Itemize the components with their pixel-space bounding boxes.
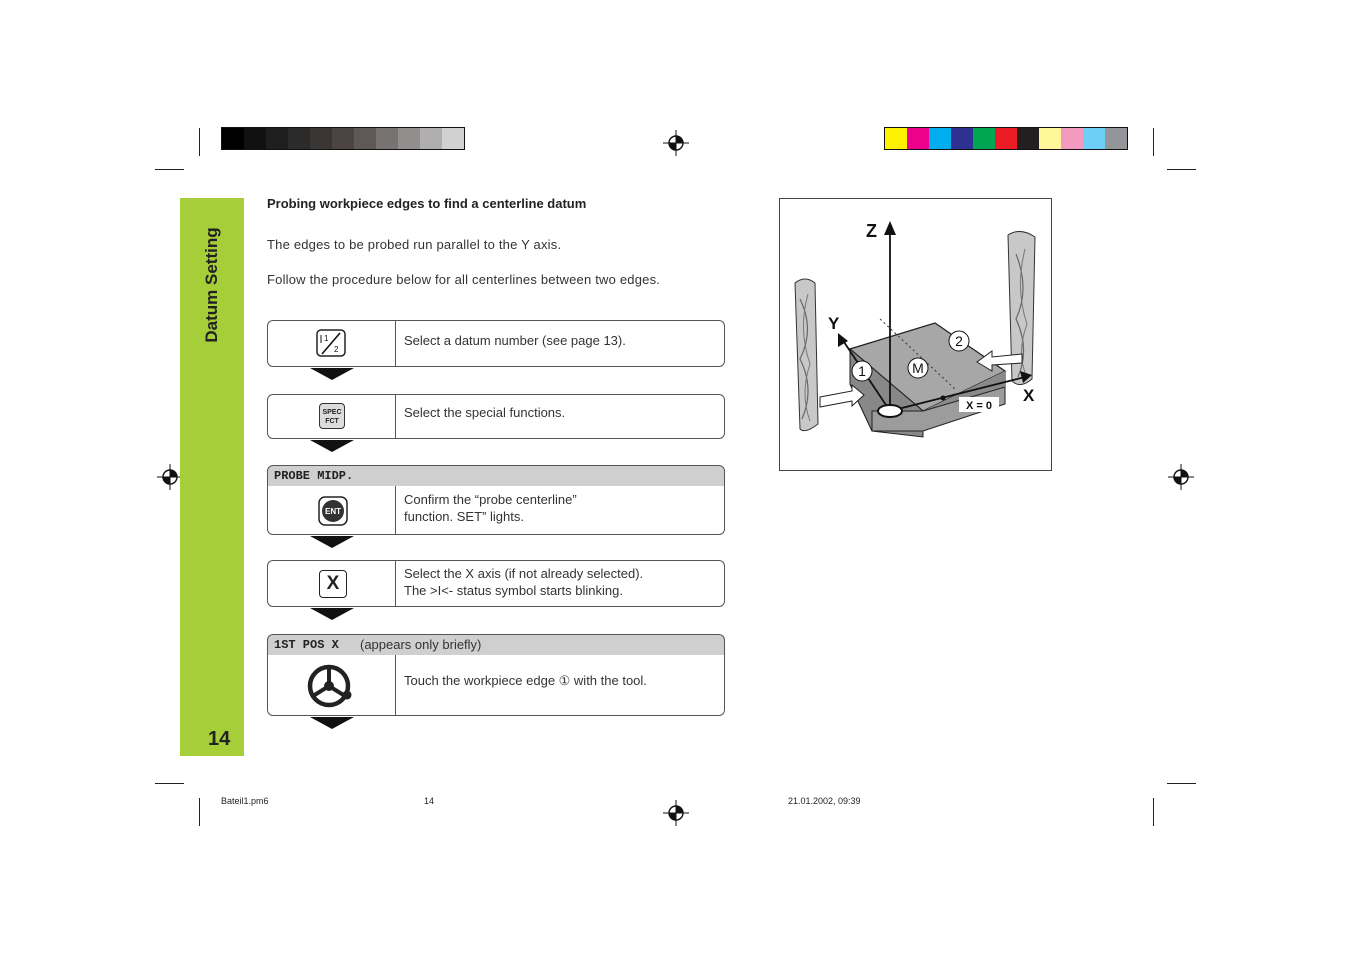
gray-swatch	[398, 128, 420, 149]
step-divider	[395, 561, 396, 606]
step-1-text: Select a datum number (see page 13).	[404, 333, 626, 348]
procedure-paragraph: Follow the procedure below for all centerlines between two edges.	[267, 272, 661, 287]
color-swatch	[1017, 128, 1039, 149]
x-axis-label: X	[1023, 386, 1035, 405]
display-text: PROBE MIDP.	[274, 469, 354, 483]
crop-mark	[199, 798, 200, 826]
step-1-box	[267, 320, 725, 367]
color-swatch	[1039, 128, 1061, 149]
y-axis-label: Y	[828, 314, 840, 333]
key-label: SPEC	[322, 409, 342, 416]
step-4-line-1: Select the X axis (if not already selected).	[404, 566, 644, 581]
page-number: 14	[208, 728, 231, 750]
gray-swatch	[266, 128, 288, 149]
color-swatch	[973, 128, 995, 149]
color-swatch	[995, 128, 1017, 149]
step-3-box	[267, 486, 725, 535]
crop-mark	[1153, 128, 1154, 156]
probing-diagram	[779, 198, 1052, 471]
color-swatch	[1083, 128, 1105, 149]
gray-swatch	[310, 128, 332, 149]
registration-mark-icon	[1168, 464, 1194, 490]
key-label: X	[326, 573, 340, 594]
section-heading: Probing workpiece edges to find a centerline datum	[267, 196, 587, 211]
svg-text:2: 2	[334, 345, 339, 354]
marker-2: 2	[955, 333, 963, 349]
crop-mark	[199, 128, 200, 156]
crop-mark	[1167, 783, 1196, 784]
flow-down-arrow-icon	[310, 608, 354, 620]
display-readout-bar	[267, 634, 725, 656]
display-note: (appears only briefly)	[360, 637, 482, 652]
datum-select-key-icon	[316, 329, 346, 362]
step-5-text: Touch the workpiece edge ① with the tool.	[404, 673, 647, 688]
gray-swatch	[442, 128, 464, 149]
footer-file: Bateil1.pm6	[221, 796, 269, 806]
x-axis-key-icon	[319, 570, 347, 598]
color-swatch	[1105, 128, 1127, 149]
display-readout-bar	[267, 465, 725, 487]
step-3-text	[404, 491, 577, 525]
grayscale-calibration-strip	[221, 127, 465, 150]
color-swatch	[885, 128, 907, 149]
step-5-box	[267, 655, 725, 716]
gray-swatch	[354, 128, 376, 149]
probing-diagram-drawing	[780, 199, 1051, 470]
gray-swatch	[222, 128, 244, 149]
color-calibration-strip	[884, 127, 1128, 150]
flow-down-arrow-icon	[310, 717, 354, 729]
intro-paragraph: The edges to be probed run parallel to the Y axis.	[267, 237, 562, 252]
display-text: 1ST POS X	[274, 638, 339, 652]
registration-mark-icon	[663, 800, 689, 826]
color-swatch	[907, 128, 929, 149]
step-3-line-1: Confirm the “probe centerline”	[404, 492, 577, 507]
footer-page: 14	[424, 796, 435, 806]
gray-swatch	[332, 128, 354, 149]
step-divider	[395, 655, 396, 715]
registration-mark-icon	[663, 130, 689, 156]
color-swatch	[951, 128, 973, 149]
z-axis-label: Z	[866, 221, 877, 241]
gray-swatch	[244, 128, 266, 149]
flow-down-arrow-icon	[310, 536, 354, 548]
step-4-text	[404, 565, 643, 599]
marker-m: M	[912, 360, 924, 376]
key-label: FCT	[325, 418, 339, 425]
step-4-box	[267, 560, 725, 607]
gray-swatch	[376, 128, 398, 149]
chapter-title: Datum Setting	[202, 227, 221, 343]
step-divider	[395, 486, 396, 534]
step-2-text: Select the special functions.	[404, 405, 566, 420]
crop-mark	[155, 783, 184, 784]
crop-mark	[1153, 798, 1154, 826]
color-swatch	[929, 128, 951, 149]
spec-fct-key-icon	[319, 403, 345, 429]
step-3-line-2: function. SET” lights.	[404, 509, 524, 524]
step-divider	[395, 321, 396, 366]
color-swatch	[1061, 128, 1083, 149]
step-divider	[395, 395, 396, 438]
step-2-box	[267, 394, 725, 439]
footer-datetime: 21.01.2002, 09:39	[788, 796, 861, 806]
flow-down-arrow-icon	[310, 368, 354, 380]
handwheel-icon	[306, 661, 356, 716]
crop-mark	[155, 169, 184, 170]
gray-swatch	[420, 128, 442, 149]
crop-mark	[1167, 169, 1196, 170]
x-zero-label: X = 0	[966, 400, 992, 412]
ent-key-icon	[318, 496, 348, 531]
flow-down-arrow-icon	[310, 440, 354, 452]
gray-swatch	[288, 128, 310, 149]
svg-text:1: 1	[324, 334, 329, 343]
step-4-line-2: The >I<- status symbol starts blinking.	[404, 583, 623, 598]
marker-1: 1	[858, 363, 866, 379]
key-label: ENT	[325, 507, 341, 516]
